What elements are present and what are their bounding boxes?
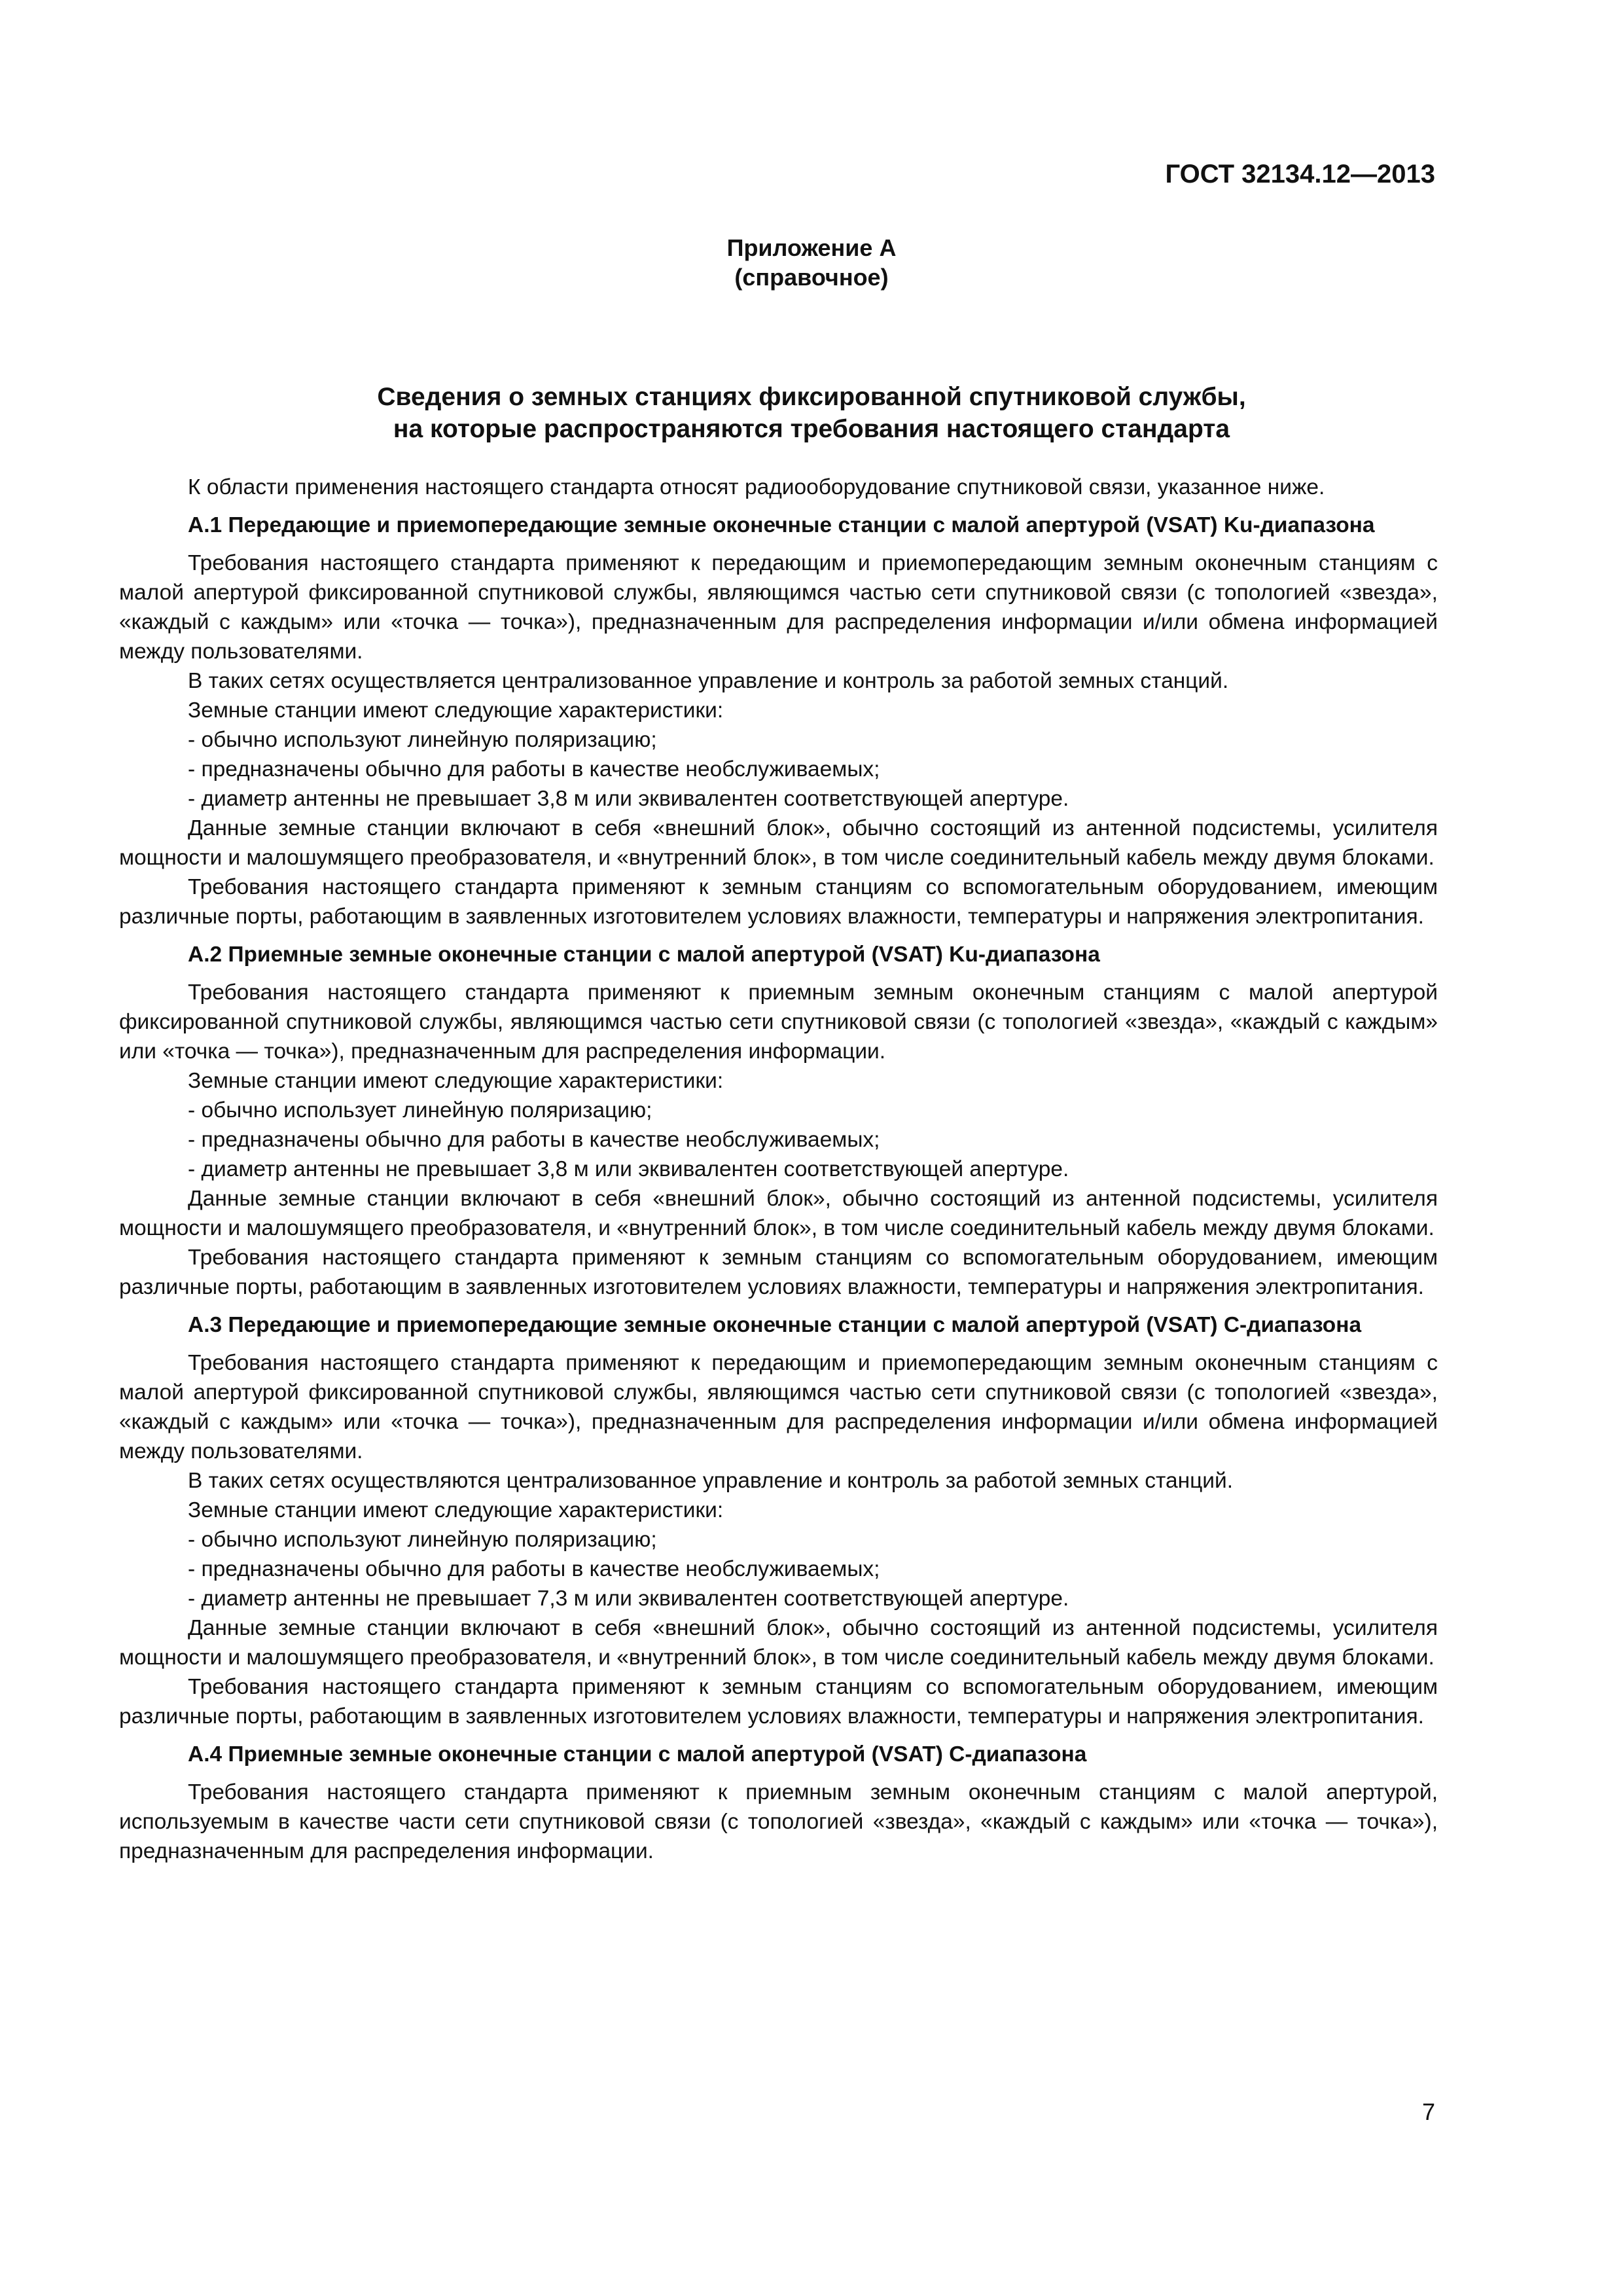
annex-heading — [0, 233, 1623, 292]
page-number: 7 — [1421, 2098, 1435, 2125]
intro-paragraph: К области применения настоящего стандарта относят радиооборудование спутниковой связи, указанное ниже. — [188, 475, 1325, 499]
section-heading: А.3 Передающие и приемопередающие земные оконечные станции с малой апертурой (VSAT) С-диапазона — [188, 1313, 1362, 1337]
paragraph: В таких сетях осуществляются централизованное управление и контроль за работой земных станций. — [188, 1469, 1234, 1493]
paragraph: Данные земные станции включают в себя «внешний блок», обычно состоящий из антенной подсистемы, усилителя мощности и малошумящего преобразователя, и «внутренний блок», в том числе соединительный кабель между двумя блоками. — [119, 1187, 1438, 1240]
list-item: - обычно используют линейную поляризацию; — [188, 728, 657, 752]
document-id: ГОСТ 32134.12—2013 — [1165, 160, 1435, 188]
section-a3 — [119, 1310, 1438, 1731]
paragraph: Требования настоящего стандарта применяют к земным станциям со вспомогательным оборудованием, имеющим различные порты, работающим в заявленных изготовителем условиях влажности, температуры и напряжения электропитания. — [119, 1246, 1438, 1299]
paragraph: Требования настоящего стандарта применяют к передающим и приемопередающим земным оконечным станциям с малой апертурой фиксированной спутниковой службы, являющимся частью сети спутниковой связи (с топологией «звезда», «каждый с каждым» или «точка — точка»), предназначенным для распределения информации и/или обмена информацией между пользователями. — [119, 551, 1438, 664]
list-item: - предназначены обычно для работы в качестве необслуживаемых; — [188, 757, 880, 781]
paragraph: Требования настоящего стандарта применяют к приемным земным оконечным станциям с малой апертурой фиксированной спутниковой службы, являющимся частью сети спутниковой связи (с топологией «звезда», «каждый с каждым» или «точка — точка»), предназначенным для распределения информации. — [119, 980, 1438, 1064]
list-item: - диаметр антенны не превышает 3,8 м или эквивалентен соответствующей апертуре. — [188, 787, 1069, 811]
paragraph: Данные земные станции включают в себя «внешний блок», обычно состоящий из антенной подсистемы, усилителя мощности и малошумящего преобразователя, и «внутренний блок», в том числе соединительный кабель между двумя блоками. — [119, 1616, 1438, 1670]
paragraph: В таких сетях осуществляется централизованное управление и контроль за работой земных станций. — [188, 669, 1229, 693]
section-a2 — [119, 940, 1438, 1302]
paragraph: Земные станции имеют следующие характеристики: — [188, 1498, 724, 1522]
paragraph: Земные станции имеют следующие характеристики: — [188, 698, 724, 723]
paragraph: Требования настоящего стандарта применяют к приемным земным оконечным станциям с малой апертурой, используемым в качестве части сети спутниковой связи (с топологией «звезда», «каждый с каждым» или «точка — точка»), предназначенным для распределения информации. — [119, 1780, 1438, 1863]
section-heading: А.2 Приемные земные оконечные станции с малой апертурой (VSAT) Ku-диапазона — [188, 942, 1100, 967]
paragraph: Земные станции имеют следующие характеристики: — [188, 1069, 724, 1093]
paragraph: Данные земные станции включают в себя «внешний блок», обычно состоящий из антенной подсистемы, усилителя мощности и малошумящего преобразователя, и «внутренний блок», в том числе соединительный кабель между двумя блоками. — [119, 816, 1438, 870]
section-heading: А.4 Приемные земные оконечные станции с малой апертурой (VSAT) С-диапазона — [188, 1742, 1087, 1767]
document-body — [119, 473, 1438, 1866]
section-a1 — [119, 511, 1438, 931]
list-item: - предназначены обычно для работы в качестве необслуживаемых; — [188, 1557, 880, 1581]
section-a4 — [119, 1740, 1438, 1866]
annex-title: Приложение А — [726, 234, 897, 261]
paragraph: Требования настоящего стандарта применяют к земным станциям со вспомогательным оборудованием, имеющим различные порты, работающим в заявленных изготовителем условиях влажности, температуры и напряжения электропитания. — [119, 875, 1438, 929]
list-item: - обычно используют линейную поляризацию; — [188, 1528, 657, 1552]
list-item: - диаметр антенны не превышает 7,3 м или эквивалентен соответствующей апертуре. — [188, 1587, 1069, 1611]
annex-status: (справочное) — [734, 264, 889, 291]
list-item: - обычно использует линейную поляризацию; — [188, 1098, 652, 1122]
title-line-2: на которые распространяются требования настоящего стандарта — [393, 415, 1230, 443]
paragraph: Требования настоящего стандарта применяют к земным станциям со вспомогательным оборудованием, имеющим различные порты, работающим в заявленных изготовителем условиях влажности, температуры и напряжения электропитания. — [119, 1675, 1438, 1729]
list-item: - предназначены обычно для работы в качестве необслуживаемых; — [188, 1128, 880, 1152]
annex-main-title — [0, 381, 1623, 445]
section-heading: А.1 Передающие и приемопередающие земные оконечные станции с малой апертурой (VSAT) Ku-диапазона — [188, 513, 1375, 537]
title-line-1: Сведения о земных станциях фиксированной спутниковой службы, — [377, 383, 1246, 411]
paragraph: Требования настоящего стандарта применяют к передающим и приемопередающим земным оконечным станциям с малой апертурой фиксированной спутниковой службы, являющимся частью сети спутниковой связи (с топологией «звезда», «каждый с каждым» или «точка — точка»), предназначенным для распределения информации и/или обмена информацией между пользователями. — [119, 1351, 1438, 1463]
list-item: - диаметр антенны не превышает 3,8 м или эквивалентен соответствующей апертуре. — [188, 1157, 1069, 1181]
